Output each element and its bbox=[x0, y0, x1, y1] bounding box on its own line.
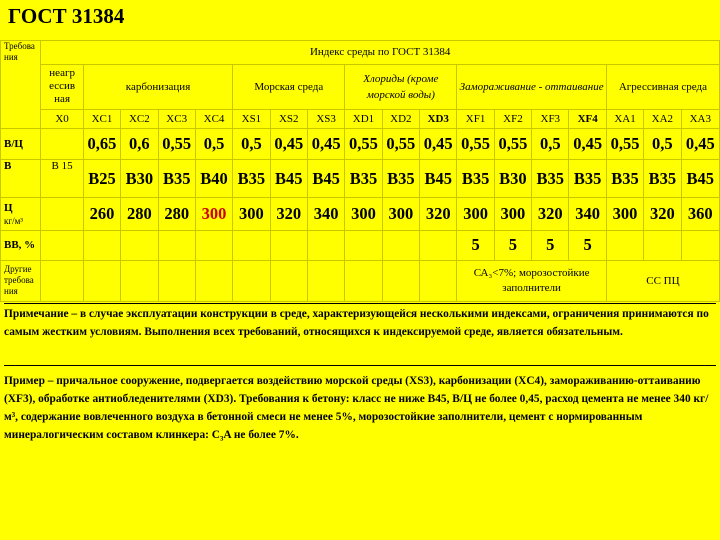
class-value: B45 bbox=[681, 159, 719, 198]
freeze-other-requirements: СА₃<7%; морозостойкие заполнители bbox=[457, 260, 606, 301]
wc-value: 0,55 bbox=[382, 129, 419, 159]
note-top-border bbox=[4, 303, 716, 304]
empty-cell bbox=[307, 230, 344, 260]
index-code-xc4: XC4 bbox=[195, 110, 232, 129]
class-value: B45 bbox=[420, 159, 457, 198]
class-value: B35 bbox=[457, 159, 494, 198]
empty-cell bbox=[83, 260, 120, 301]
cement-value: 300 bbox=[345, 198, 382, 230]
example-text: Пример – причальное сооружение, подвергается воздействию морской среды (XS3), карбонизации (XC4), замораживанию-оттаиванию (XF3), обработке антиобледенителями (XD3). Требования к бетону: класс не ниже B45, В/Ц не более 0,45, расход цемента не менее 340 кг/м³, содержание вовлеченного воздуха в бетонной смеси не менее 5%, морозостойкие заполнители, цемент с нормированным минералогическим составом клинкера: C₃A не более 7%. bbox=[4, 375, 709, 441]
requirements-table bbox=[0, 40, 720, 302]
empty-cell bbox=[420, 230, 457, 260]
class-value: B45 bbox=[270, 159, 307, 198]
wc-value: 0,55 bbox=[158, 129, 195, 159]
class-value: B30 bbox=[121, 159, 158, 198]
class-value: B35 bbox=[382, 159, 419, 198]
empty-cell bbox=[644, 230, 681, 260]
class-value: B35 bbox=[532, 159, 569, 198]
air-value: 5 bbox=[457, 230, 494, 260]
index-code-xa2: XA2 bbox=[644, 110, 681, 129]
index-code-xd1: XD1 bbox=[345, 110, 382, 129]
wc-value: 0,45 bbox=[569, 129, 606, 159]
empty-cell bbox=[606, 230, 643, 260]
cement-value: 300 bbox=[233, 198, 270, 230]
empty-cell bbox=[270, 260, 307, 301]
corner-label: Требова ния bbox=[1, 41, 41, 129]
wc-value: 0,6 bbox=[121, 129, 158, 159]
index-code-xf3: XF3 bbox=[532, 110, 569, 129]
row-label-cement: Ц bbox=[4, 202, 13, 215]
row-label-other: Другие требова ния bbox=[1, 260, 41, 301]
class-value: B35 bbox=[606, 159, 643, 198]
wc-value: 0,45 bbox=[270, 129, 307, 159]
page-title: ГОСТ 31384 bbox=[8, 4, 125, 28]
class-value: B35 bbox=[345, 159, 382, 198]
index-code-xf4: XF4 bbox=[569, 110, 606, 129]
row-label-wc: В/Ц bbox=[1, 129, 41, 159]
empty-cell bbox=[345, 230, 382, 260]
wc-value: 0,55 bbox=[457, 129, 494, 159]
class-value: B40 bbox=[195, 159, 232, 198]
empty-cell bbox=[681, 230, 719, 260]
empty-cell bbox=[307, 260, 344, 301]
wc-value: 0,5 bbox=[195, 129, 232, 159]
index-code-xc1: XC1 bbox=[83, 110, 120, 129]
note-text: Примечание – в случае эксплуатации конструкции в среде, характеризующейся несколькими индексами, ограничения принимаются по самым жестким условиям. Выполнения всех требований, относящихся к индексируемой среде, является обязательным. bbox=[4, 308, 709, 338]
wc-value: 0,55 bbox=[606, 129, 643, 159]
empty-cell bbox=[233, 260, 270, 301]
group-sea: Морская среда bbox=[233, 64, 345, 109]
class-value: B35 bbox=[569, 159, 606, 198]
empty-cell bbox=[158, 230, 195, 260]
empty-cell bbox=[270, 230, 307, 260]
cement-value: 320 bbox=[270, 198, 307, 230]
air-value: 5 bbox=[494, 230, 531, 260]
wc-value: 0,45 bbox=[420, 129, 457, 159]
empty-cell bbox=[121, 260, 158, 301]
index-code-xf2: XF2 bbox=[494, 110, 531, 129]
wc-value: 0,5 bbox=[233, 129, 270, 159]
note-bottom-border bbox=[4, 365, 716, 366]
x0-class-value: B 15 bbox=[41, 159, 83, 198]
index-code-xs1: XS1 bbox=[233, 110, 270, 129]
empty-cell bbox=[195, 260, 232, 301]
index-code-xs3: XS3 bbox=[307, 110, 344, 129]
index-code-xa1: XA1 bbox=[606, 110, 643, 129]
cement-value: 340 bbox=[307, 198, 344, 230]
group-aggressive: Агрессивная среда bbox=[606, 64, 719, 109]
x0-empty-cell bbox=[41, 230, 83, 260]
x0-empty-cell bbox=[41, 198, 83, 230]
index-code-xs2: XS2 bbox=[270, 110, 307, 129]
cement-value: 260 bbox=[83, 198, 120, 230]
cement-value: 340 bbox=[569, 198, 606, 230]
empty-cell bbox=[382, 230, 419, 260]
row-label-air: ВВ, % bbox=[1, 230, 41, 260]
cement-value: 320 bbox=[532, 198, 569, 230]
index-code-xc3: XC3 bbox=[158, 110, 195, 129]
empty-cell bbox=[345, 260, 382, 301]
empty-cell bbox=[420, 260, 457, 301]
cement-value: 300 bbox=[457, 198, 494, 230]
wc-value: 0,55 bbox=[494, 129, 531, 159]
cement-value: 280 bbox=[158, 198, 195, 230]
x0-empty-cell bbox=[41, 129, 83, 159]
empty-cell bbox=[195, 230, 232, 260]
empty-cell bbox=[158, 260, 195, 301]
group-freeze-thaw: Замораживание - оттаивание bbox=[457, 64, 606, 109]
index-code-xd3: XD3 bbox=[420, 110, 457, 129]
cement-value: 300 bbox=[195, 198, 232, 230]
wc-value: 0,45 bbox=[307, 129, 344, 159]
group-chlorides: Хлориды (кроме морской воды) bbox=[345, 64, 457, 109]
class-value: B35 bbox=[644, 159, 681, 198]
index-header: Индекс среды по ГОСТ 31384 bbox=[41, 41, 720, 65]
group-carbonization: карбонизация bbox=[83, 64, 232, 109]
group-non-aggressive: неагр ессив ная bbox=[41, 64, 83, 109]
index-code-xd2: XD2 bbox=[382, 110, 419, 129]
cement-value: 360 bbox=[681, 198, 719, 230]
index-code-x0: X0 bbox=[41, 110, 83, 129]
row-label-class: В bbox=[1, 159, 41, 198]
cement-value: 300 bbox=[494, 198, 531, 230]
empty-cell bbox=[121, 230, 158, 260]
wc-value: 0,5 bbox=[644, 129, 681, 159]
empty-cell bbox=[83, 230, 120, 260]
empty-cell bbox=[382, 260, 419, 301]
empty-cell bbox=[233, 230, 270, 260]
class-value: B35 bbox=[158, 159, 195, 198]
x0-empty-cell bbox=[41, 260, 83, 301]
class-value: B25 bbox=[83, 159, 120, 198]
aggressive-other-requirements: СС ПЦ bbox=[606, 260, 719, 301]
cement-value: 300 bbox=[382, 198, 419, 230]
class-value: B30 bbox=[494, 159, 531, 198]
index-code-xa3: XA3 bbox=[681, 110, 719, 129]
wc-value: 0,65 bbox=[83, 129, 120, 159]
cement-value: 300 bbox=[606, 198, 643, 230]
cement-value: 320 bbox=[420, 198, 457, 230]
index-code-xc2: XC2 bbox=[121, 110, 158, 129]
wc-value: 0,5 bbox=[532, 129, 569, 159]
wc-value: 0,55 bbox=[345, 129, 382, 159]
wc-value: 0,45 bbox=[681, 129, 719, 159]
air-value: 5 bbox=[532, 230, 569, 260]
cement-unit: кг/м³ bbox=[4, 216, 23, 227]
class-value: B45 bbox=[307, 159, 344, 198]
air-value: 5 bbox=[569, 230, 606, 260]
cement-value: 280 bbox=[121, 198, 158, 230]
class-value: B35 bbox=[233, 159, 270, 198]
index-code-xf1: XF1 bbox=[457, 110, 494, 129]
cement-value: 320 bbox=[644, 198, 681, 230]
